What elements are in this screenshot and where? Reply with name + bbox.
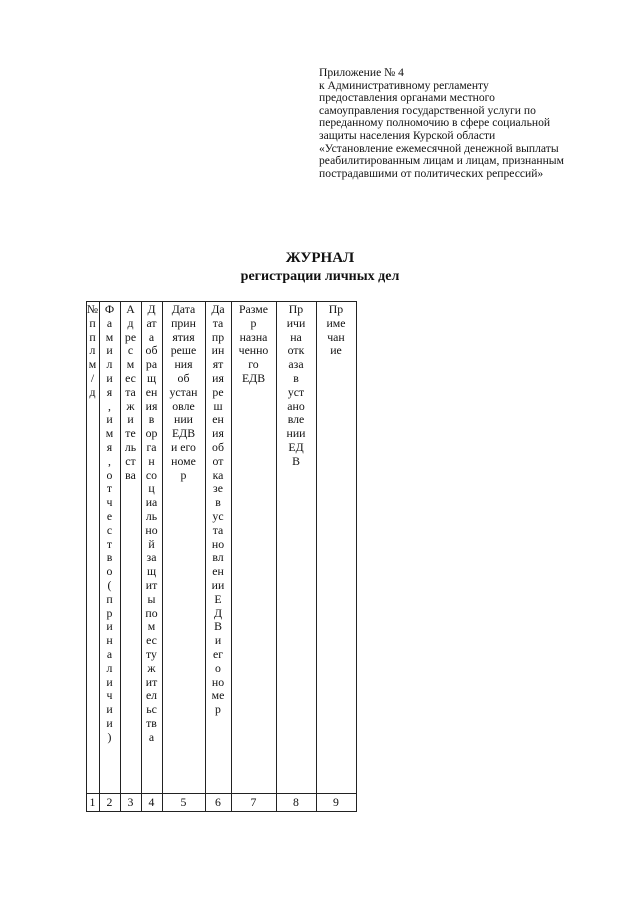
column-header-4: Д ат а об ра щ ен ия в ор га н со ц иа ль но й за щ ит ы по м ес ту ж ит ел ьс тв а bbox=[145, 303, 158, 744]
column-number-5: 5 bbox=[180, 795, 187, 809]
appendix-line: самоуправления государственной услуги по bbox=[319, 103, 536, 117]
appendix-line: «Установление ежемесячной денежной выплаты bbox=[319, 141, 559, 155]
column-header-2: Ф а м и л и я , и м я , о т ч е с т в о ( п р и н а л и ч и и ) bbox=[104, 303, 115, 744]
appendix-line: к Административному регламенту bbox=[319, 78, 489, 92]
appendix-line: предоставления органами местного bbox=[319, 91, 495, 105]
appendix-line: переданному полномочию в сфере социальной bbox=[319, 116, 551, 130]
registration-table bbox=[86, 301, 356, 812]
page-title: ЖУРНАЛ bbox=[285, 250, 355, 266]
column-number-3: 3 bbox=[127, 795, 134, 809]
page-subtitle: регистрации личных дел bbox=[240, 269, 400, 284]
column-number-8: 8 bbox=[293, 795, 299, 809]
appendix-header bbox=[319, 67, 619, 180]
column-header-3: А д ре с м ес та ж и те ль ст ва bbox=[124, 303, 137, 482]
column-header-6: Да та пр ин ят ия ре ш ен ия об от ка зе в ус та но вл ен ии Е Д В и ег о но ме р bbox=[211, 303, 225, 717]
column-header-1: № п п л м / д bbox=[86, 303, 99, 399]
column-number-6: 6 bbox=[215, 795, 221, 809]
column-number-7: 7 bbox=[250, 795, 257, 809]
column-header-5: Дата прин ятия реше ния об устан овле нии ЕДВ и его номе р bbox=[169, 303, 198, 482]
column-number-2: 2 bbox=[106, 795, 113, 809]
column-header-7: Разме р назна ченно го ЕДВ bbox=[238, 303, 269, 385]
appendix-line: пострадавшими от политических репрессий» bbox=[319, 166, 544, 180]
column-number-1: 1 bbox=[89, 795, 96, 809]
appendix-line: защиты населения Курской области bbox=[319, 128, 496, 142]
column-number-9: 9 bbox=[333, 795, 339, 809]
appendix-line: Приложение № 4 bbox=[319, 66, 404, 79]
appendix-line: реабилитированным лицам и лицам, признанным bbox=[319, 154, 564, 168]
column-header-9: Пр име чан ие bbox=[326, 303, 346, 358]
column-number-4: 4 bbox=[148, 795, 155, 809]
column-header-8: Пр ичи на отк аза в уст ано вле нии ЕД В bbox=[286, 303, 306, 468]
